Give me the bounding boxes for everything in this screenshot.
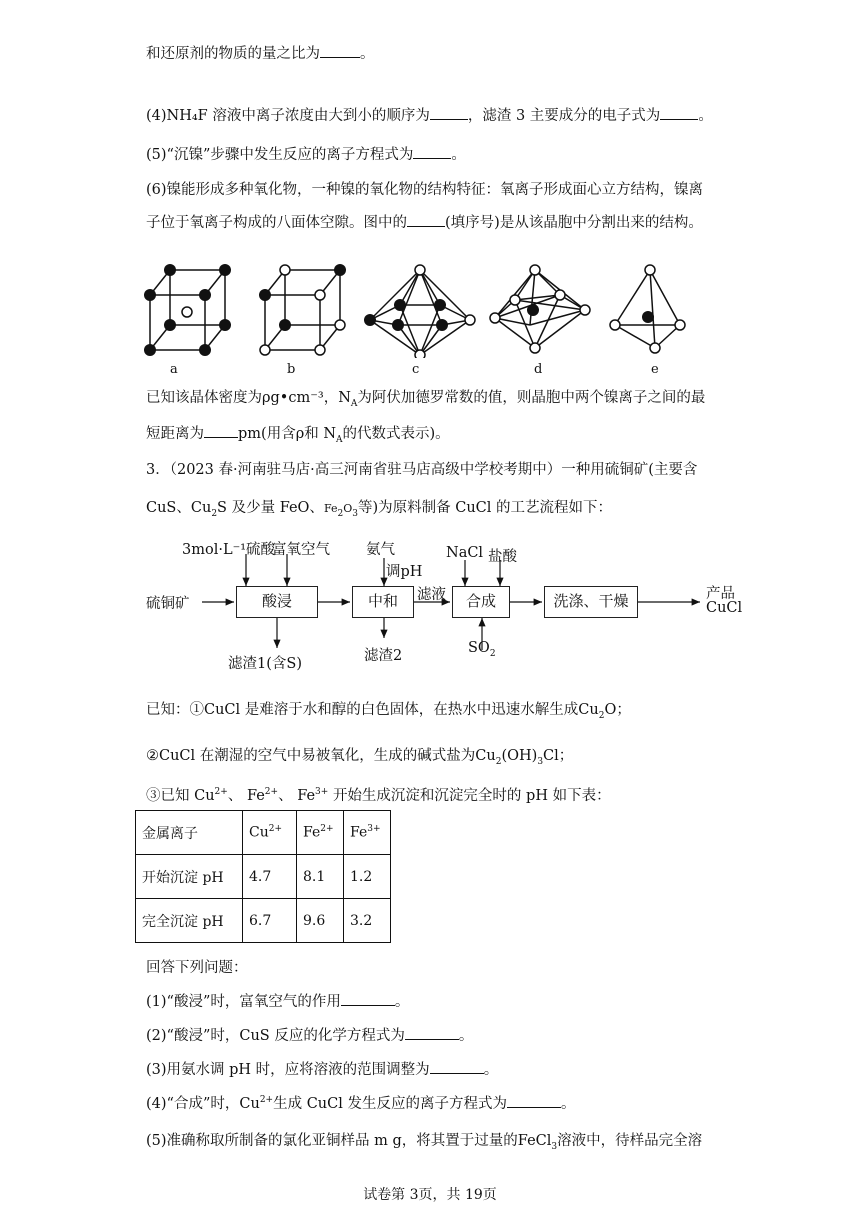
ion: Cu xyxy=(239,1096,260,1112)
answer-blank xyxy=(507,1107,561,1108)
text: CuS、 xyxy=(146,500,191,516)
text: O； xyxy=(604,702,631,718)
question-text: 子位于氧离子构成的八面体空隙。图中的 xyxy=(146,215,407,231)
table-cell: 1.2 xyxy=(344,855,391,899)
formula: (OH) xyxy=(501,748,538,764)
text: ③已知 xyxy=(146,788,190,804)
subscript: A xyxy=(350,398,358,409)
table-header-cell: $Fe^{2+}$ xyxy=(297,811,344,855)
crystal-label-e: e xyxy=(651,362,659,377)
text: Cl； xyxy=(543,748,574,764)
crystal-label-a: a xyxy=(170,362,178,377)
flow-filtrate-label: 滤液 xyxy=(417,587,446,603)
text: S 及少量 FeO、 xyxy=(217,500,324,516)
question-text: 溶液中，待样品完全溶 xyxy=(557,1133,703,1149)
ion: Fe xyxy=(246,788,265,804)
table-cell: 3.2 xyxy=(344,899,391,943)
table-cell: 9.6 xyxy=(297,899,344,943)
table-header-cell: $Fe^{3+}$ xyxy=(344,811,391,855)
table-row xyxy=(136,899,391,943)
flow-box-neutralize: 中和 xyxy=(352,586,414,618)
question-text: 的代数式表示)。 xyxy=(342,426,450,442)
flow-box-synthesis: 合成 xyxy=(452,586,510,618)
crystal-label-c: c xyxy=(412,362,420,377)
flow-input-ph: 调pH xyxy=(386,564,423,580)
question-6-cont xyxy=(146,211,703,232)
known-1: 已知：①CuCl 是难溶于水和醇的白色固体，在热水中迅速水解生成$Cu_2O$； xyxy=(146,702,631,721)
structure-e xyxy=(610,265,685,353)
table-header-row xyxy=(136,811,391,855)
answer-blank xyxy=(430,1073,484,1074)
table-header-cell: $Cu^{2+}$ xyxy=(243,811,297,855)
punctuation: 。 xyxy=(483,1062,499,1078)
answer-blank xyxy=(341,1005,395,1006)
punctuation: 。 xyxy=(451,147,466,163)
flow-input-nacl: NaCl xyxy=(446,545,484,561)
problem-3-heading: 3．（2023 春·河南驻马店·高三河南省驻马店高级中学校考期中）一种用硫铜矿(主要含 xyxy=(146,462,698,478)
formula: Fe xyxy=(323,502,338,515)
structure-b xyxy=(259,264,346,355)
flow-so2: $SO_2$ xyxy=(468,640,496,659)
punctuation: 。 xyxy=(560,1096,576,1112)
question-text: 和还原剂的物质的量之比为 xyxy=(146,46,320,62)
question-text: ，滤渣 3 主要成分的电子式为 xyxy=(467,108,661,124)
flow-raw-material: 硫铜矿 xyxy=(146,596,190,612)
question-text: 已知该晶体密度为ρg•cm⁻³，N xyxy=(146,390,351,406)
flow-input-air: 富氧空气 xyxy=(272,542,330,558)
question-5 xyxy=(146,143,466,164)
table-header-cell: 金属离子 xyxy=(136,811,243,855)
flow-residue-1: 滤渣1(含S) xyxy=(228,656,302,672)
flow-input-acid: 3mol·L⁻¹硫酸 xyxy=(182,542,276,558)
answer-blank xyxy=(413,158,451,159)
punctuation: 。 xyxy=(360,46,375,62)
answer-blank xyxy=(660,119,698,120)
sub-question-5: (5)准确称取所制备的氯化亚铜样品 m g，将其置于过量的FeCl$_3$溶液中，待样品完全溶 xyxy=(146,1133,703,1152)
flow-box-acid-leach: 酸浸 xyxy=(236,586,318,618)
question-text: pm(用含ρ和 N xyxy=(238,426,337,442)
page-footer: 试卷第 3页，共 19页 xyxy=(363,1187,497,1203)
flow-product-cucl: CuCl xyxy=(706,600,743,616)
crystal-label-d: d xyxy=(534,362,543,377)
question-text: 短距离为 xyxy=(146,426,204,442)
text-line xyxy=(146,42,375,63)
question-text: 为阿伏加德罗常数的值，则晶胞中两个镍离子之间的最 xyxy=(357,390,706,406)
density-line xyxy=(146,386,705,409)
subscript: A xyxy=(336,434,343,445)
text: 已知：①CuCl 是难溶于水和醇的白色固体，在热水中迅速水解生成 xyxy=(146,702,579,718)
flow-box-wash-dry: 洗涤、干燥 xyxy=(544,586,638,618)
table-cell: 8.1 xyxy=(297,855,344,899)
structure-d xyxy=(490,265,590,353)
table-cell: 开始沉淀 pH xyxy=(136,855,243,899)
ph-table xyxy=(135,810,391,943)
flow-input-ammonia: 氨气 xyxy=(366,542,395,558)
question-text: (5)准确称取所制备的氯化亚铜样品 m g，将其置于过量的 xyxy=(146,1133,518,1149)
answer-blank xyxy=(204,437,238,438)
punctuation: 。 xyxy=(458,1028,474,1044)
answer-blank xyxy=(407,226,445,227)
table-cell: 4.7 xyxy=(243,855,297,899)
known-3: ③已知 $Cu^{2+}$、 $Fe^{2+}$、 $Fe^{3+}$ 开始生成沉淀和沉淀完全时的 pH 如下表： xyxy=(146,787,611,804)
punctuation: 。 xyxy=(698,108,713,124)
question-4 xyxy=(146,104,713,125)
sub-question-4: (4)“合成”时，$Cu^{2+}$生成 CuCl 发生反应的离子方程式为 。 xyxy=(146,1095,576,1112)
punctuation: 。 xyxy=(394,994,410,1010)
formula: Cu xyxy=(475,748,496,764)
table-row xyxy=(136,855,391,899)
formula: FeCl xyxy=(517,1133,552,1149)
ion: Cu xyxy=(194,788,215,804)
question-text: (1)“酸浸”时，富氧空气的作用 xyxy=(146,994,341,1010)
question-text: (4)NH₄F 溶液中离子浓度由大到小的顺序为 xyxy=(146,108,430,124)
structure-c xyxy=(364,265,475,358)
sub-question-1 xyxy=(146,990,409,1011)
answer-blank xyxy=(430,119,468,120)
question-text: (3)用氨水调 pH 时，应将溶液的范围调整为 xyxy=(146,1062,430,1078)
structure-a xyxy=(144,264,231,356)
formula: Cu xyxy=(578,702,599,718)
crystal-label-b: b xyxy=(287,362,296,377)
answer-blank xyxy=(320,57,360,58)
text: 开始生成沉淀和沉淀完全时的 pH 如下表： xyxy=(332,788,611,804)
question-6: (6)镍能形成多种氧化物，一种镍的氧化物的结构特征：氧离子形成面心立方结构，镍离 xyxy=(146,182,704,198)
ion: Fe xyxy=(297,788,316,804)
text: 等)为原料制备 CuCl 的工艺流程如下： xyxy=(357,500,613,516)
answer-blank xyxy=(405,1039,459,1040)
flow-product: 产品 xyxy=(706,586,735,602)
flow-input-hcl: 盐酸 xyxy=(488,549,517,565)
known-2: ②CuCl 在潮湿的空气中易被氧化，生成的碱式盐为$Cu_2(OH)_3Cl$； xyxy=(146,748,574,767)
answer-intro: 回答下列问题： xyxy=(146,960,248,976)
formula: Cu xyxy=(190,500,212,516)
table-cell: 完全沉淀 pH xyxy=(136,899,243,943)
sub-question-3 xyxy=(146,1058,498,1079)
text: ②CuCl 在潮湿的空气中易被氧化，生成的碱式盐为 xyxy=(146,748,476,764)
question-text: (4)“合成”时， xyxy=(146,1096,240,1112)
problem-3-line-2: CuS、$Cu_2S$ 及少量 FeO、$Fe_2O_3$等)为原料制备 CuCl 的工艺流程如下： xyxy=(146,500,613,519)
formula: O xyxy=(343,502,353,515)
question-text: (5)“沉镍”步骤中发生反应的离子方程式为 xyxy=(146,147,414,163)
flow-residue-2: 滤渣2 xyxy=(364,648,403,664)
density-line-2 xyxy=(146,422,450,445)
question-text: (2)“酸浸”时，CuS 反应的化学方程式为 xyxy=(146,1028,405,1044)
sub-question-2 xyxy=(146,1024,473,1045)
question-text: 生成 CuCl 发生反应的离子方程式为 xyxy=(273,1096,507,1112)
table-cell: 6.7 xyxy=(243,899,297,943)
crystal-structures-figure xyxy=(140,262,700,358)
question-text: (填序号)是从该晶胞中分割出来的结构。 xyxy=(445,215,703,231)
